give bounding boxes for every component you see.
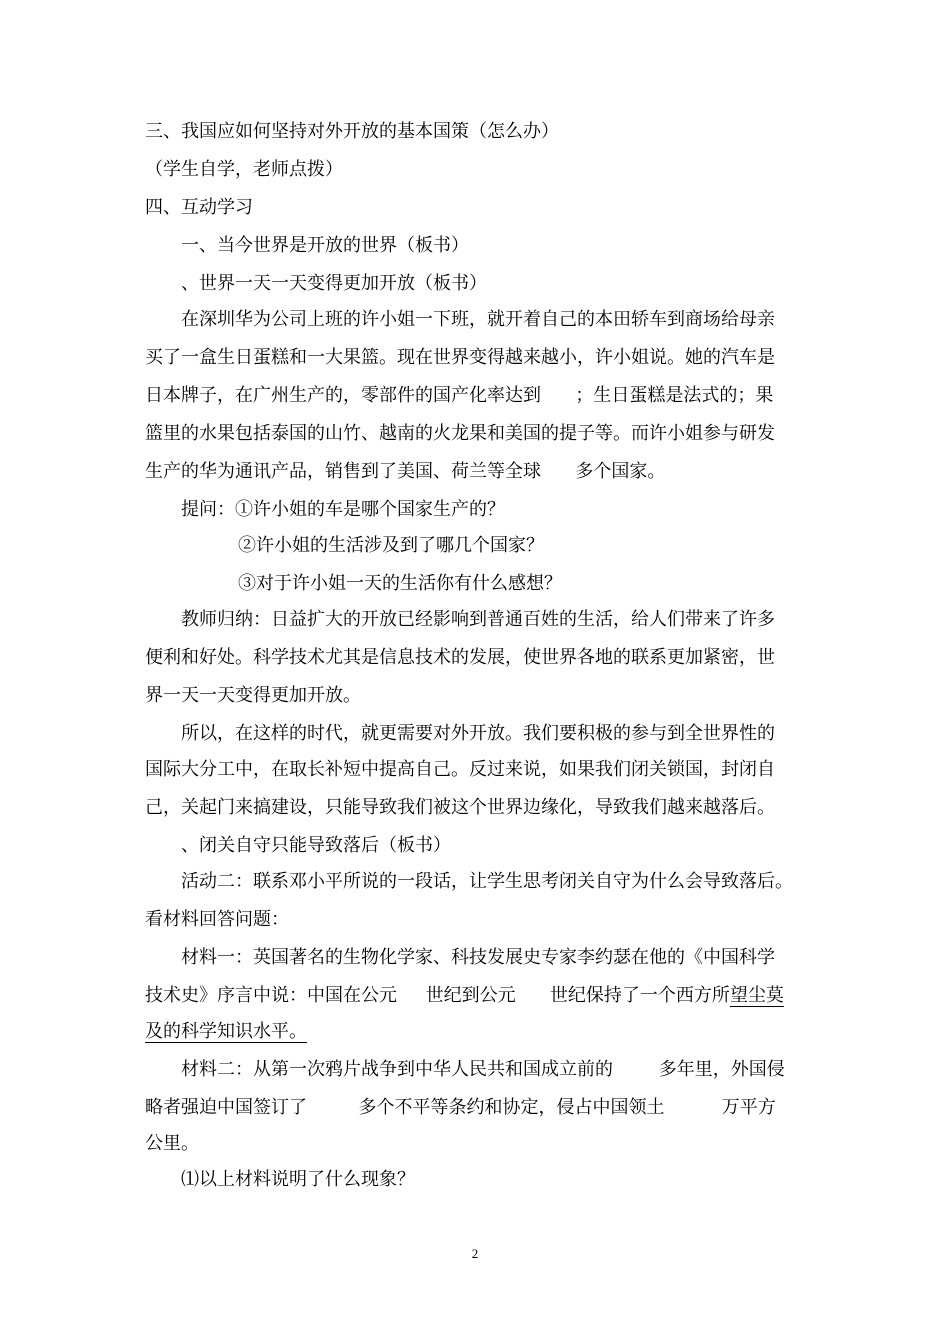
paragraph-line: 己，关起门来搞建设，只能导致我们被这个世界边缘化，导致我们越来越落后。 — [145, 797, 775, 818]
section-heading-3: 三、我国应如何坚持对外开放的基本国策（怎么办） — [145, 121, 559, 142]
paragraph-line: 界一天一天变得更加开放。 — [145, 685, 361, 706]
section-heading-4: 四、互动学习 — [145, 197, 253, 218]
material-text: 技术史》序言中说：中国在公元 世纪到公元 世纪保持了一个西方所 — [145, 985, 730, 1006]
activity-line: 活动二：联系邓小平所说的一段话，让学生思考闭关自守为什么会导致落后。 — [181, 871, 793, 892]
underlined-text: 及的科学知识水平。 — [145, 1021, 307, 1042]
material-line — [145, 1019, 815, 1045]
underlined-text: 望尘莫 — [729, 985, 784, 1006]
paragraph-line: 篮里的水果包括泰国的山竹、越南的火龙果和美国的提子等。而许小姐参与研发 — [145, 423, 775, 444]
board-heading-2: 、世界一天一天变得更加开放（板书） — [181, 273, 487, 294]
question-line: 提问：①许小姐的车是哪个国家生产的？ — [181, 499, 505, 520]
page-number: 2 — [471, 1246, 479, 1261]
material-line — [145, 983, 815, 1009]
board-heading-3: 、闭关自守只能导致落后（板书） — [181, 835, 451, 856]
activity-line: 看材料回答问题： — [145, 909, 289, 930]
paragraph-line: 生产的华为通讯产品，销售到了美国、荷兰等全球 多个国家。 — [145, 461, 666, 482]
paragraph-line: 所以，在这样的时代，就更需要对外开放。我们要积极的参与到全世界性的 — [181, 723, 775, 744]
material-line: 公里。 — [145, 1133, 199, 1154]
paragraph-line: 便利和好处。科学技术尤其是信息技术的发展，使世界各地的联系更加紧密，世 — [145, 647, 775, 668]
material-line: 材料二：从第一次鸦片战争到中华人民共和国成立前的 多年里，外国侵 — [181, 1059, 785, 1080]
paragraph-line: 日本牌子，在广州生产的，零部件的国产化率达到 ；生日蛋糕是法式的；果 — [145, 385, 774, 406]
question-line: ③对于许小姐一天的生活你有什么感想？ — [238, 573, 562, 594]
paragraph-line: 教师归纳：日益扩大的开放已经影响到普通百姓的生活，给人们带来了许多 — [181, 609, 775, 630]
paragraph-line: 在深圳华为公司上班的许小姐一下班，就开着自己的本田轿车到商场给母亲 — [181, 309, 775, 330]
study-note: （学生自学，老师点拨） — [145, 159, 343, 180]
paragraph-line: 买了一盒生日蛋糕和一大果篮。现在世界变得越来越小，许小姐说。她的汽车是 — [145, 347, 775, 368]
board-heading-1: 一、当今世界是开放的世界（板书） — [181, 235, 469, 256]
material-line: 材料一：英国著名的生物化学家、科技发展史专家李约瑟在他的《中国科学 — [181, 947, 775, 968]
paragraph-line: 国际大分工中，在取长补短中提高自己。反过来说，如果我们闭关锁国，封闭自 — [145, 759, 775, 780]
question-line: ②许小姐的生活涉及到了哪几个国家？ — [238, 535, 544, 556]
question-line: ⑴以上材料说明了什么现象？ — [181, 1169, 415, 1190]
material-line: 略者强迫中国签订了 多个不平等条约和协定，侵占中国领土 万平方 — [145, 1097, 776, 1118]
